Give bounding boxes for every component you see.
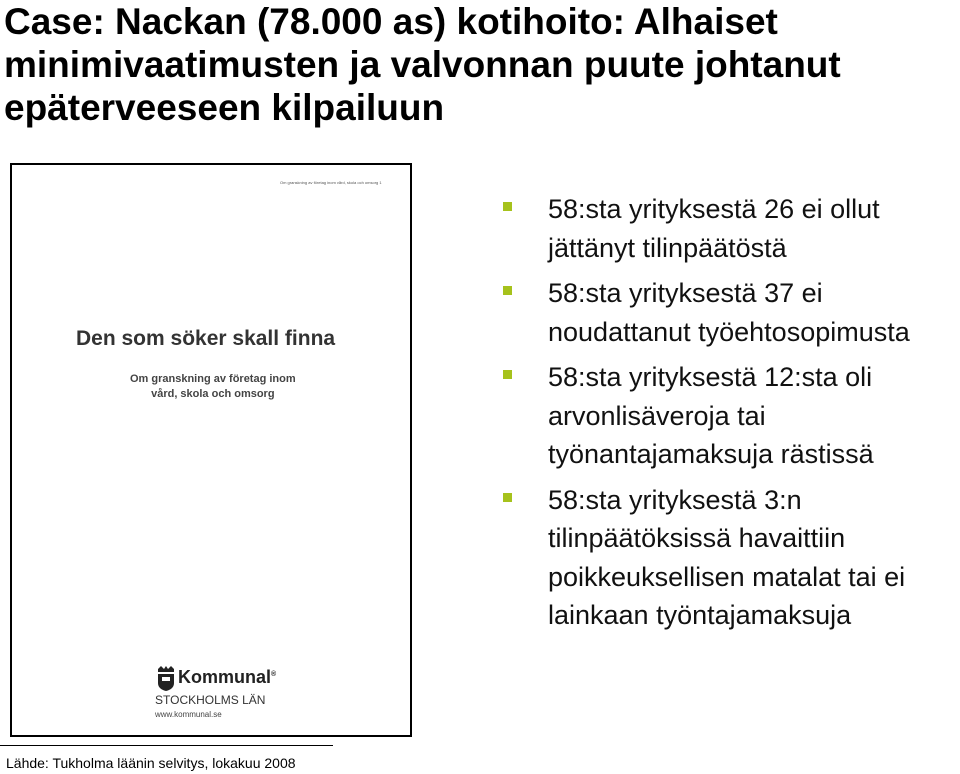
- square-bullet-icon: [503, 370, 512, 379]
- bullet-text: 58:sta yrityksestä 37 ei noudattanut työehtosopimusta: [548, 278, 910, 347]
- square-bullet-icon: [503, 286, 512, 295]
- crown-shield-icon: [155, 665, 177, 691]
- bullet-text: 58:sta yrityksestä 3:n tilinpäätöksissä havaittiin poikkeuksellisen matalat tai ei lainkaan työntajamaksuja: [548, 484, 906, 630]
- title-line-2: minimivaatimusten ja valvonnan puute johtanut: [4, 44, 841, 85]
- square-bullet-icon: [503, 493, 512, 502]
- cover-subtitle-line-2: vård, skola och omsorg: [151, 388, 275, 400]
- logo-url: www.kommunal.se: [155, 710, 222, 719]
- list-item: [503, 481, 958, 635]
- title-line-3: epäterveeseen kilpailuun: [4, 87, 445, 128]
- list-item: [503, 274, 958, 351]
- source-divider: [0, 745, 333, 746]
- cover-subtitle: [130, 372, 296, 402]
- bullet-text: 58:sta yrityksestä 12:sta oli arvonlisäveroja tai työnantajamaksuja rästissä: [548, 362, 874, 469]
- list-item: [503, 190, 958, 267]
- kommunal-logo-text: Kommunal®: [178, 667, 277, 687]
- findings-list: [503, 190, 958, 642]
- bullet-text: 58:sta yrityksestä 26 ei ollut jättänyt tilinpäätöstä: [548, 194, 880, 263]
- source-note: Lähde: Tukholma läänin selvitys, lokakuu 2008: [6, 755, 296, 771]
- cover-header-text: Om granskning av företag inom vård, skola och omsorg 1: [280, 180, 382, 185]
- report-cover-image: [10, 163, 412, 737]
- page-title: [4, 0, 954, 129]
- square-bullet-icon: [503, 202, 512, 211]
- title-line-1: Case: Nackan (78.000 as) kotihoito: Alhaiset: [4, 1, 778, 42]
- registered-mark: ®: [271, 671, 277, 678]
- list-item: [503, 358, 958, 474]
- cover-subtitle-line-1: Om granskning av företag inom: [130, 373, 296, 385]
- cover-title: Den som söker skall finna: [76, 327, 336, 350]
- logo-region: STOCKHOLMS LÄN: [155, 693, 266, 707]
